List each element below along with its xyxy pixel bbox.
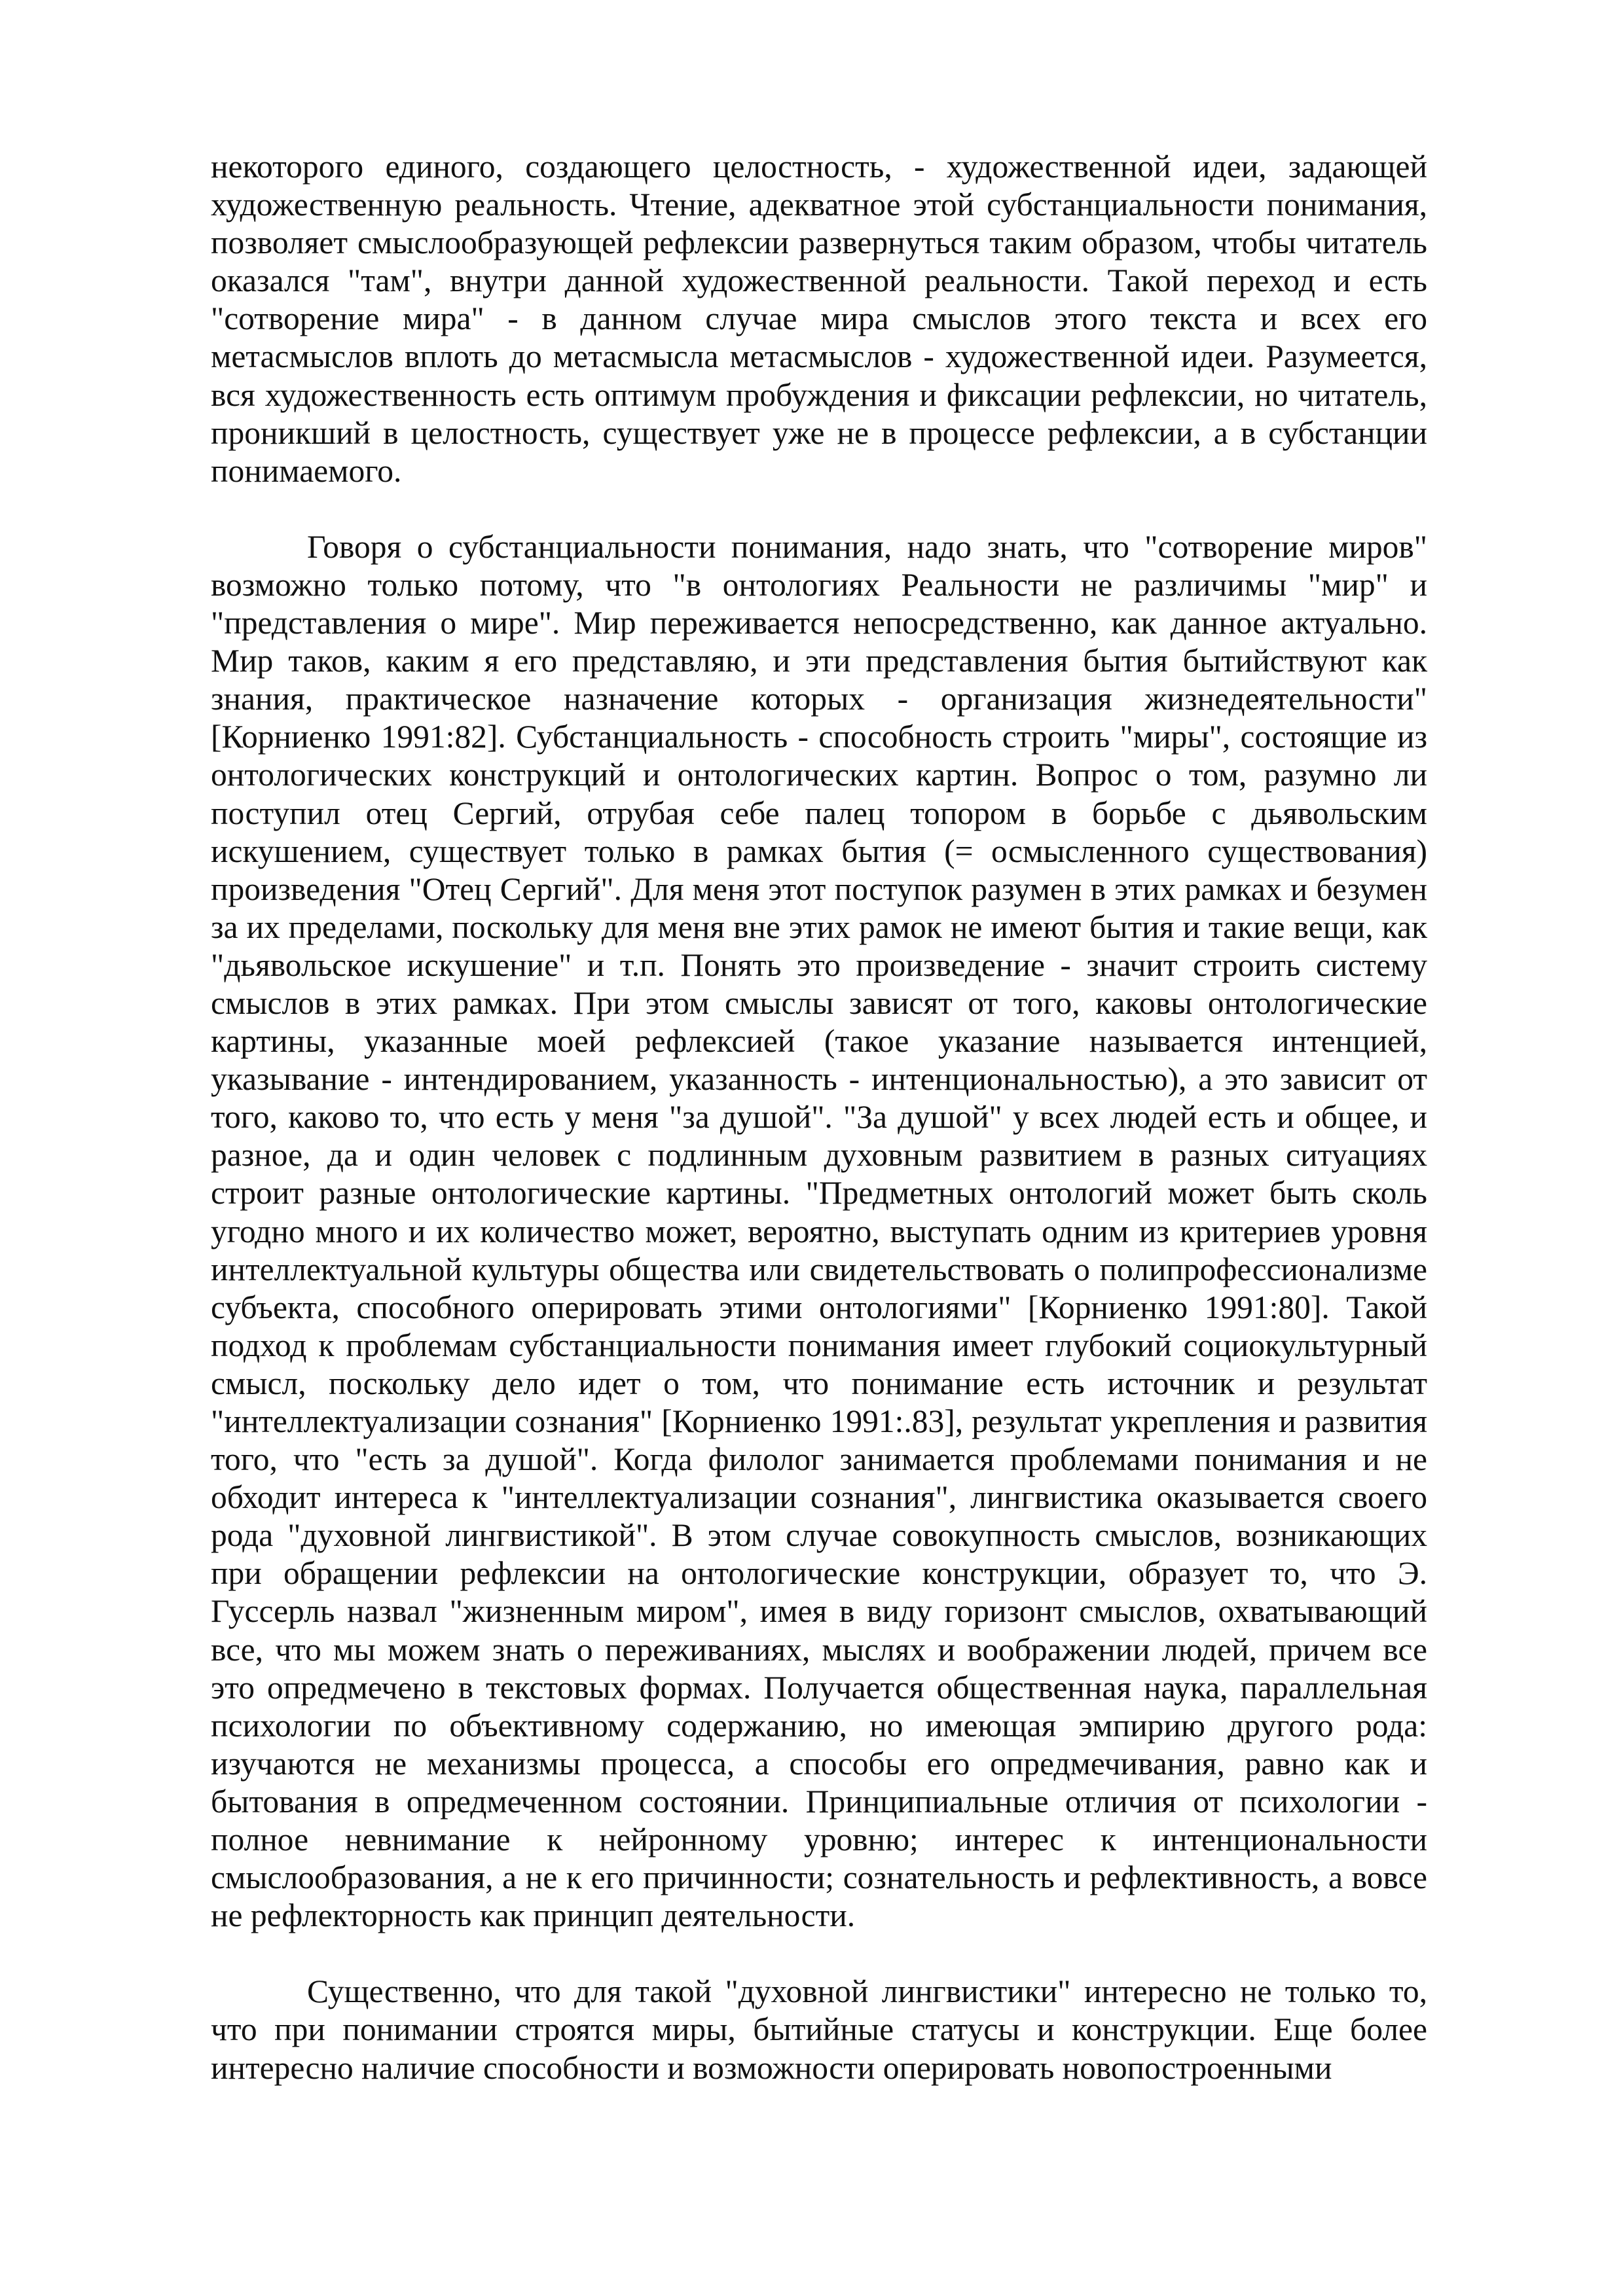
- body-text: [211, 148, 1427, 2087]
- paragraph-2: Говоря о субстанциальности понимания, надо знать, что "сотворение миров" возможно только потому, что "в онтологиях Реальности не различимы "мир" и "представления о мире". Мир переживается непосредственно, как данное актуально. Мир таков, каким я его представляю, и эти представления бытия бытийствуют как знания, практическое назначение которых - организация жизнедеятельности" [Корниенко 1991:82]. Субстанциальность - способность строить "миры", состоящие из онтологических конструкций и онтологических картин. Вопрос о том, разумно ли поступил отец Сергий, отрубая себе палец топором в борьбе с дьявольским искушением, существует только в рамках бытия (= осмысленного существования) произведения "Отец Сергий". Для меня этот поступок разумен в этих рамках и безумен за их пределами, поскольку для меня вне этих рамок не имеют бытия и такие вещи, как "дьявольское искушение" и т.п. Понять это произведение - значит строить систему смыслов в этих рамках. При этом смыслы зависят от того, каковы онтологические картины, указанные моей рефлексией (такое указание называется интенцией, указывание - интендированием, указанность - интенциональностью), а это зависит от того, каково то, что есть у меня "за душой". "За душой" у всех людей есть и общее, и разное, да и один человек с подлинным духовным развитием в разных ситуациях строит разные онтологические картины. "Предметных онтологий может быть сколь угодно много и их количество может, вероятно, выступать одним из критериев уровня интеллектуальной культуры общества или свидетельствовать о полипрофессионализме субъекта, способного оперировать этими онтологиями" [Корниенко 1991:80]. Такой подход к проблемам субстанциальности понимания имеет глубокий социокультурный смысл, поскольку дело идет о том, что понимание есть источник и результат "интеллектуализации сознания" [Корниенко 1991:.83], результат укрепления и развития того, что "есть за душой". Когда филолог занимается проблемами понимания и не обходит интереса к "интеллектуализации сознания", лингвистика оказывается своего рода "духовной лингвистикой". В этом случае совокупность смыслов, возникающих при обращении рефлексии на онтологические конструкции, образует то, что Э. Гуссерль назвал "жизненным миром", имея в виду горизонт смыслов, охватывающий все, что мы можем знать о переживаниях, мыслях и воображении людей, причем все это опредмечено в текстовых формах. Получается общественная наука, параллельная психологии по объективному содержанию, но имеющая эмпирию другого рода: изучаются не механизмы процесса, а способы его опредмечивания, равно как и бытования в опредмеченном состоянии. Принципиальные отличия от психологии - полное невнимание к нейронному уровню; интерес к интенциональности смыслообразования, а не к его причинности; сознательность и рефлективность, а вовсе не рефлекторность как принцип деятельности.: [211, 528, 1427, 1934]
- paragraph-1: некоторого единого, создающего целостность, - художественной идеи, задающей художественную реальность. Чтение, адекватное этой субстанциальности понимания, позволяет смыслообразующей рефлексии развернуться таким образом, чтобы читатель оказался "там", внутри данной художественной реальности. Такой переход и есть "сотворение мира" - в данном случае мира смыслов этого текста и всех его метасмыслов вплоть до метасмысла метасмыслов - художественной идеи. Разумеется, вся художественность есть оптимум пробуждения и фиксации рефлексии, но читатель, проникший в целостность, существует уже не в процессе рефлексии, а в субстанции понимаемого.: [211, 149, 1427, 489]
- paragraph-3: Существенно, что для такой "духовной лингвистики" интересно не только то, что при понимании строятся миры, бытийные статусы и конструкции. Еще более интересно наличие способности и возможности оперировать новопостроенными: [211, 1973, 1427, 2086]
